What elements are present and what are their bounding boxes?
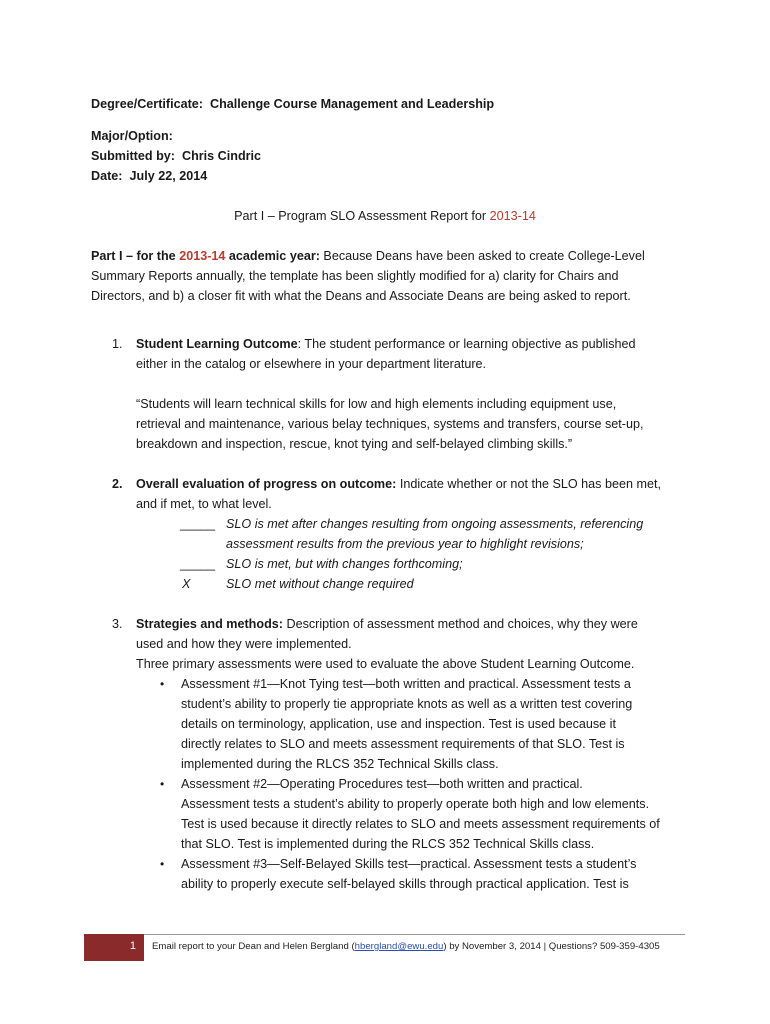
item1-line1-rest: : The student performance or learning objective as published <box>297 337 636 351</box>
degree-label: Degree/Certificate: <box>91 97 203 111</box>
assessment-2-line-3: Test is used because it directly relates to SLO and meets assessment requirements of <box>181 817 660 831</box>
item1-quote-line-1: “Students will learn technical skills for low and high elements including equipment use, <box>136 397 617 411</box>
item1-quote-line-3: breakdown and inspection, rescue, knot tying and self-belayed climbing skills.” <box>136 437 573 451</box>
footer-email-link[interactable]: hbergland@ewu.edu <box>354 941 444 952</box>
date-line <box>91 166 207 186</box>
assessment-1-line-4: directly relates to SLO and meets assessment requirements of that SLO. Test is <box>181 737 625 751</box>
item3-line1-rest: Description of assessment method and choices, why they were <box>282 617 638 631</box>
footer-text <box>152 940 660 954</box>
option-2-mark: _____ <box>180 557 216 571</box>
assessment-1-line-1: Assessment #1—Knot Tying test—both written and practical. Assessment tests a <box>181 677 631 691</box>
footer-text-before: Email report to your Dean and Helen Bergland ( <box>152 941 355 952</box>
submitted-line <box>91 146 261 166</box>
date-label: Date: <box>91 169 123 183</box>
option-1-line-2: assessment results from the previous year to highlight revisions; <box>226 537 584 551</box>
item3-line-1 <box>136 614 638 634</box>
item3-line-2: used and how they were implemented. <box>136 637 352 651</box>
intro-lead: Part I – for the <box>91 249 180 263</box>
item3-line-3: Three primary assessments were used to evaluate the above Student Learning Outcome. <box>136 657 635 671</box>
bullet-3-glyph: • <box>160 857 165 871</box>
major-label: Major/Option: <box>91 129 173 143</box>
part-title-prefix: Part I – Program SLO Assessment Report for <box>234 209 490 223</box>
assessment-1-line-2: student’s ability to properly tie appropriate knots as well as a written test covering <box>181 697 633 711</box>
intro-line-2: Summary Reports annually, the template has been slightly modified for a) clarity for Chairs and <box>91 269 619 283</box>
intro-line-1 <box>91 246 645 266</box>
footer-text-after: ) by November 3, 2014 | Questions? 509-359-4305 <box>443 941 660 952</box>
item1-title: Student Learning Outcome <box>136 337 298 351</box>
option-3-line-1: SLO met without change required <box>226 577 414 591</box>
assessment-1-line-3: details on terminology, application, use and inspection. Test is used because it <box>181 717 616 731</box>
assessment-2-line-1: Assessment #2—Operating Procedures test—both written and practical. <box>181 777 583 791</box>
assessment-1-line-5: implemented during the RLCS 352 Technical Skills class. <box>181 757 499 771</box>
submitted-value: Chris Cindric <box>181 149 262 163</box>
item2-line-2: and if met, to what level. <box>136 497 272 511</box>
option-3-mark: X <box>182 577 191 591</box>
date-value: July 22, 2014 <box>129 169 208 183</box>
option-1-line-1: SLO is met after changes resulting from ongoing assessments, referencing <box>226 517 644 531</box>
bullet-1-glyph: • <box>160 677 165 691</box>
bullet-2-glyph: • <box>160 777 165 791</box>
intro-year: 2013-14 <box>179 249 226 263</box>
page-number: 1 <box>129 940 136 952</box>
intro-line1-rest: Because Deans have been asked to create College-Level <box>319 249 645 263</box>
degree-line <box>91 94 494 114</box>
assessment-2-line-4: that SLO. Test is implemented during the RLCS 352 Technical Skills class. <box>181 837 595 851</box>
part-title <box>0 206 770 226</box>
intro-line-3: Directors, and b) a closer fit with what the Deans and Associate Deans are being asked to report. <box>91 289 631 303</box>
assessment-2-line-2: Assessment tests a student’s ability to properly operate both high and low elements. <box>181 797 650 811</box>
item1-line-1 <box>136 334 636 354</box>
item1-line-2: either in the catalog or elsewhere in your department literature. <box>136 357 487 371</box>
item3-number: 3. <box>112 617 123 631</box>
item3-title: Strategies and methods: <box>136 617 283 631</box>
option-2-line-1: SLO is met, but with changes forthcoming; <box>226 557 463 571</box>
degree-value: Challenge Course Management and Leadership <box>210 97 495 111</box>
intro-lead-end: academic year: <box>225 249 320 263</box>
footer-rule <box>144 934 685 935</box>
submitted-label: Submitted by: <box>91 149 175 163</box>
footer-page-box <box>84 934 144 961</box>
assessment-3-line-2: ability to properly execute self-belayed skills through practical application. Test is <box>181 877 629 891</box>
item2-number: 2. <box>112 477 123 491</box>
assessment-3-line-1: Assessment #3—Self-Belayed Skills test—practical. Assessment tests a student’s <box>181 857 637 871</box>
item2-title: Overall evaluation of progress on outcome: <box>136 477 397 491</box>
item2-line-1 <box>136 474 661 494</box>
option-1-mark: _____ <box>180 517 216 531</box>
item1-quote-line-2: retrieval and maintenance, various belay techniques, systems and transfers, course set-up, <box>136 417 644 431</box>
part-title-year: 2013-14 <box>489 209 536 223</box>
item1-number: 1. <box>112 337 123 351</box>
item2-line1-rest: Indicate whether or not the SLO has been met, <box>396 477 661 491</box>
major-line <box>91 126 173 146</box>
